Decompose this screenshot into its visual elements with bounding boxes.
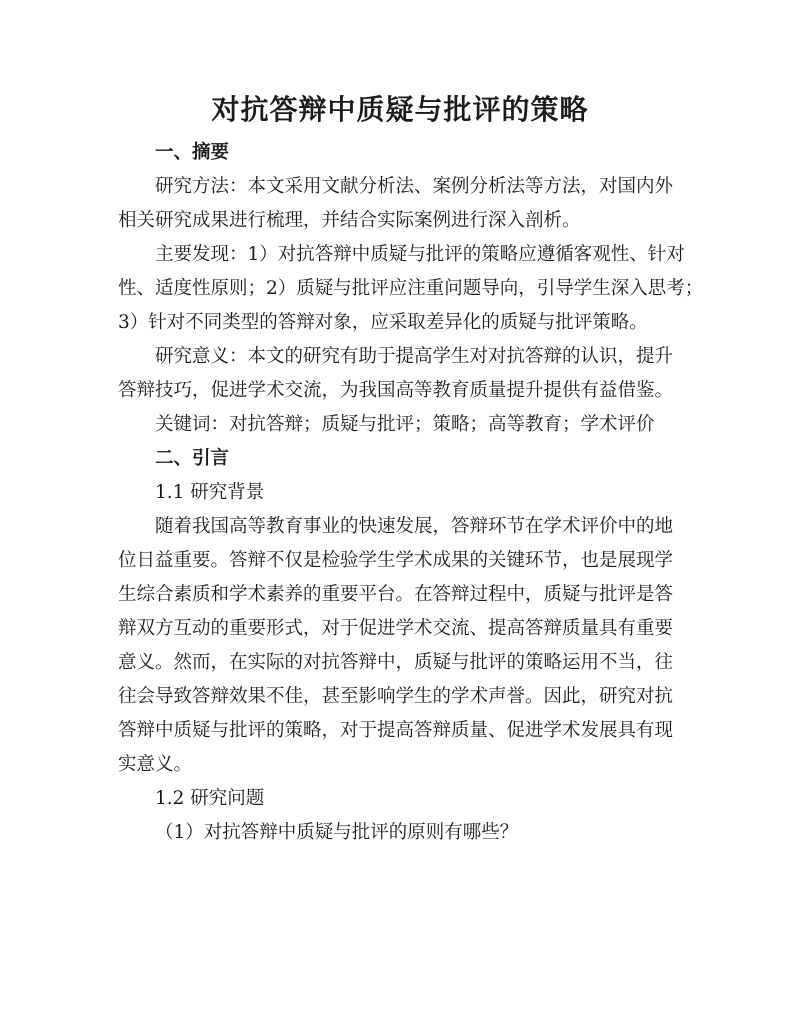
keywords-line: 关键词：对抗答辩；质疑与批评；策略；高等教育；学术评价 (155, 414, 655, 435)
text-line: 往会导致答辩效果不佳，甚至影响学生的学术声誉。因此，研究对抗 (118, 686, 674, 707)
text-line: 主要发现：1）对抗答辩中质疑与批评的策略应遵循客观性、针对 (155, 244, 685, 265)
text-line: 意义。然而，在实际的对抗答辩中，质疑与批评的策略运用不当，往 (118, 652, 674, 673)
text-line: 研究意义：本文的研究有助于提高学生对对抗答辩的认识，提升 (155, 346, 674, 367)
subsection-heading-questions: 1.2 研究问题 (155, 788, 265, 809)
section-heading-abstract: 一、摘要 (155, 142, 230, 163)
text-line: 生综合素质和学术素养的重要平台。在答辩过程中，质疑与批评是答 (118, 584, 674, 605)
text-line: 性、适度性原则；2）质疑与批评应注重问题导向，引导学生深入思考； (118, 278, 704, 299)
text-line: 随着我国高等教育事业的快速发展，答辩环节在学术评价中的地 (155, 516, 674, 537)
text-line: 答辩中质疑与批评的策略，对于提高答辩质量、促进学术发展具有现 (118, 720, 674, 741)
section-heading-introduction: 二、引言 (155, 448, 230, 469)
text-line: 答辩技巧，促进学术交流，为我国高等教育质量提升提供有益借鉴。 (118, 380, 674, 401)
background-paragraph (118, 510, 682, 782)
abstract-methods-paragraph (118, 170, 682, 238)
subsection-heading-background: 1.1 研究背景 (155, 482, 265, 503)
document-page (118, 84, 704, 850)
abstract-significance-paragraph (118, 340, 682, 408)
document-title: 对抗答辩中质疑与批评的策略 (211, 93, 589, 126)
research-question-item: （1）对抗答辩中质疑与批评的原则有哪些？ (155, 822, 519, 843)
text-line: 相关研究成果进行梳理，并结合实际案例进行深入剖析。 (118, 210, 581, 231)
text-line: 3）针对不同类型的答辩对象，应采取差异化的质疑与批评策略。 (118, 312, 648, 333)
abstract-findings-paragraph (118, 238, 704, 340)
text-line: 实意义。 (118, 754, 193, 775)
text-line: 位日益重要。答辩不仅是检验学生学术成果的关键环节，也是展现学 (118, 550, 674, 571)
text-line: 辩双方互动的重要形式，对于促进学术交流、提高答辩质量具有重要 (118, 618, 674, 639)
text-line: 研究方法：本文采用文献分析法、案例分析法等方法，对国内外 (155, 176, 674, 197)
